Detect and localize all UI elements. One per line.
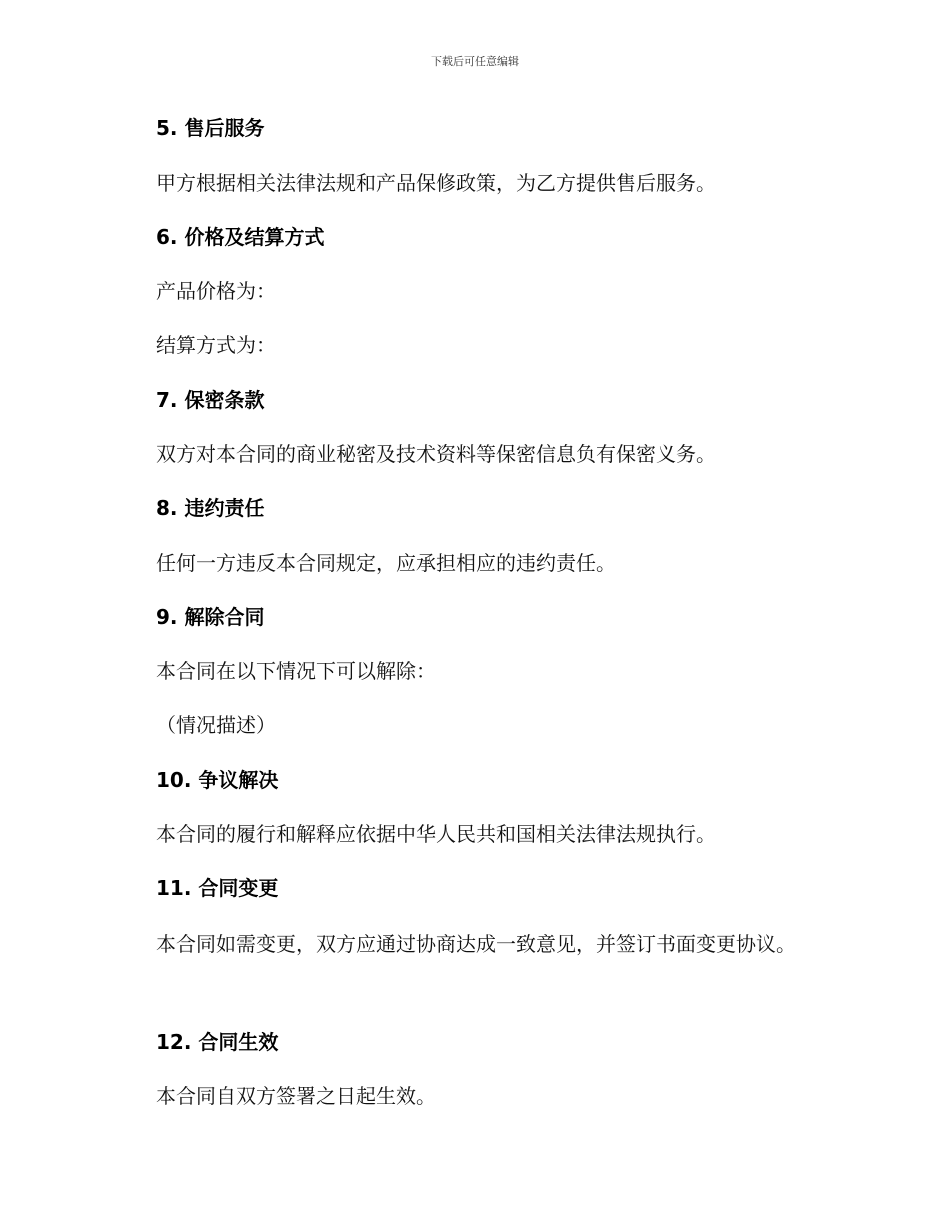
section-paragraph: 本合同自双方签署之日起生效。 — [156, 1084, 436, 1108]
page-header-note: 下载后可任意编辑 — [431, 55, 519, 68]
section-paragraph: （情况描述） — [156, 713, 276, 737]
section-heading-dispute-resolution: 10. 争议解决 — [156, 768, 279, 792]
section-paragraph: 甲方根据相关法律法规和产品保修政策，为乙方提供售后服务。 — [156, 171, 716, 195]
section-paragraph: 双方对本合同的商业秘密及技术资料等保密信息负有保密义务。 — [156, 442, 716, 466]
section-heading-price-settlement: 6. 价格及结算方式 — [156, 225, 325, 249]
section-paragraph: 结算方式为： — [156, 333, 276, 357]
section-heading-breach-liability: 8. 违约责任 — [156, 496, 265, 520]
section-heading-contract-change: 11. 合同变更 — [156, 876, 279, 900]
section-paragraph: 本合同在以下情况下可以解除： — [156, 659, 436, 683]
section-paragraph: 产品价格为： — [156, 279, 276, 303]
section-heading-effectiveness: 12. 合同生效 — [156, 1030, 279, 1054]
section-paragraph: 本合同的履行和解释应依据中华人民共和国相关法律法规执行。 — [156, 822, 716, 846]
section-heading-after-sales: 5. 售后服务 — [156, 116, 265, 140]
section-paragraph-wrapped: 本合同如需变更，双方应通过协商达成一致意见，并签订书面变更协议。 — [156, 932, 796, 956]
section-heading-termination: 9. 解除合同 — [156, 605, 265, 629]
section-heading-confidentiality: 7. 保密条款 — [156, 388, 265, 412]
section-paragraph: 任何一方违反本合同规定，应承担相应的违约责任。 — [156, 551, 616, 575]
